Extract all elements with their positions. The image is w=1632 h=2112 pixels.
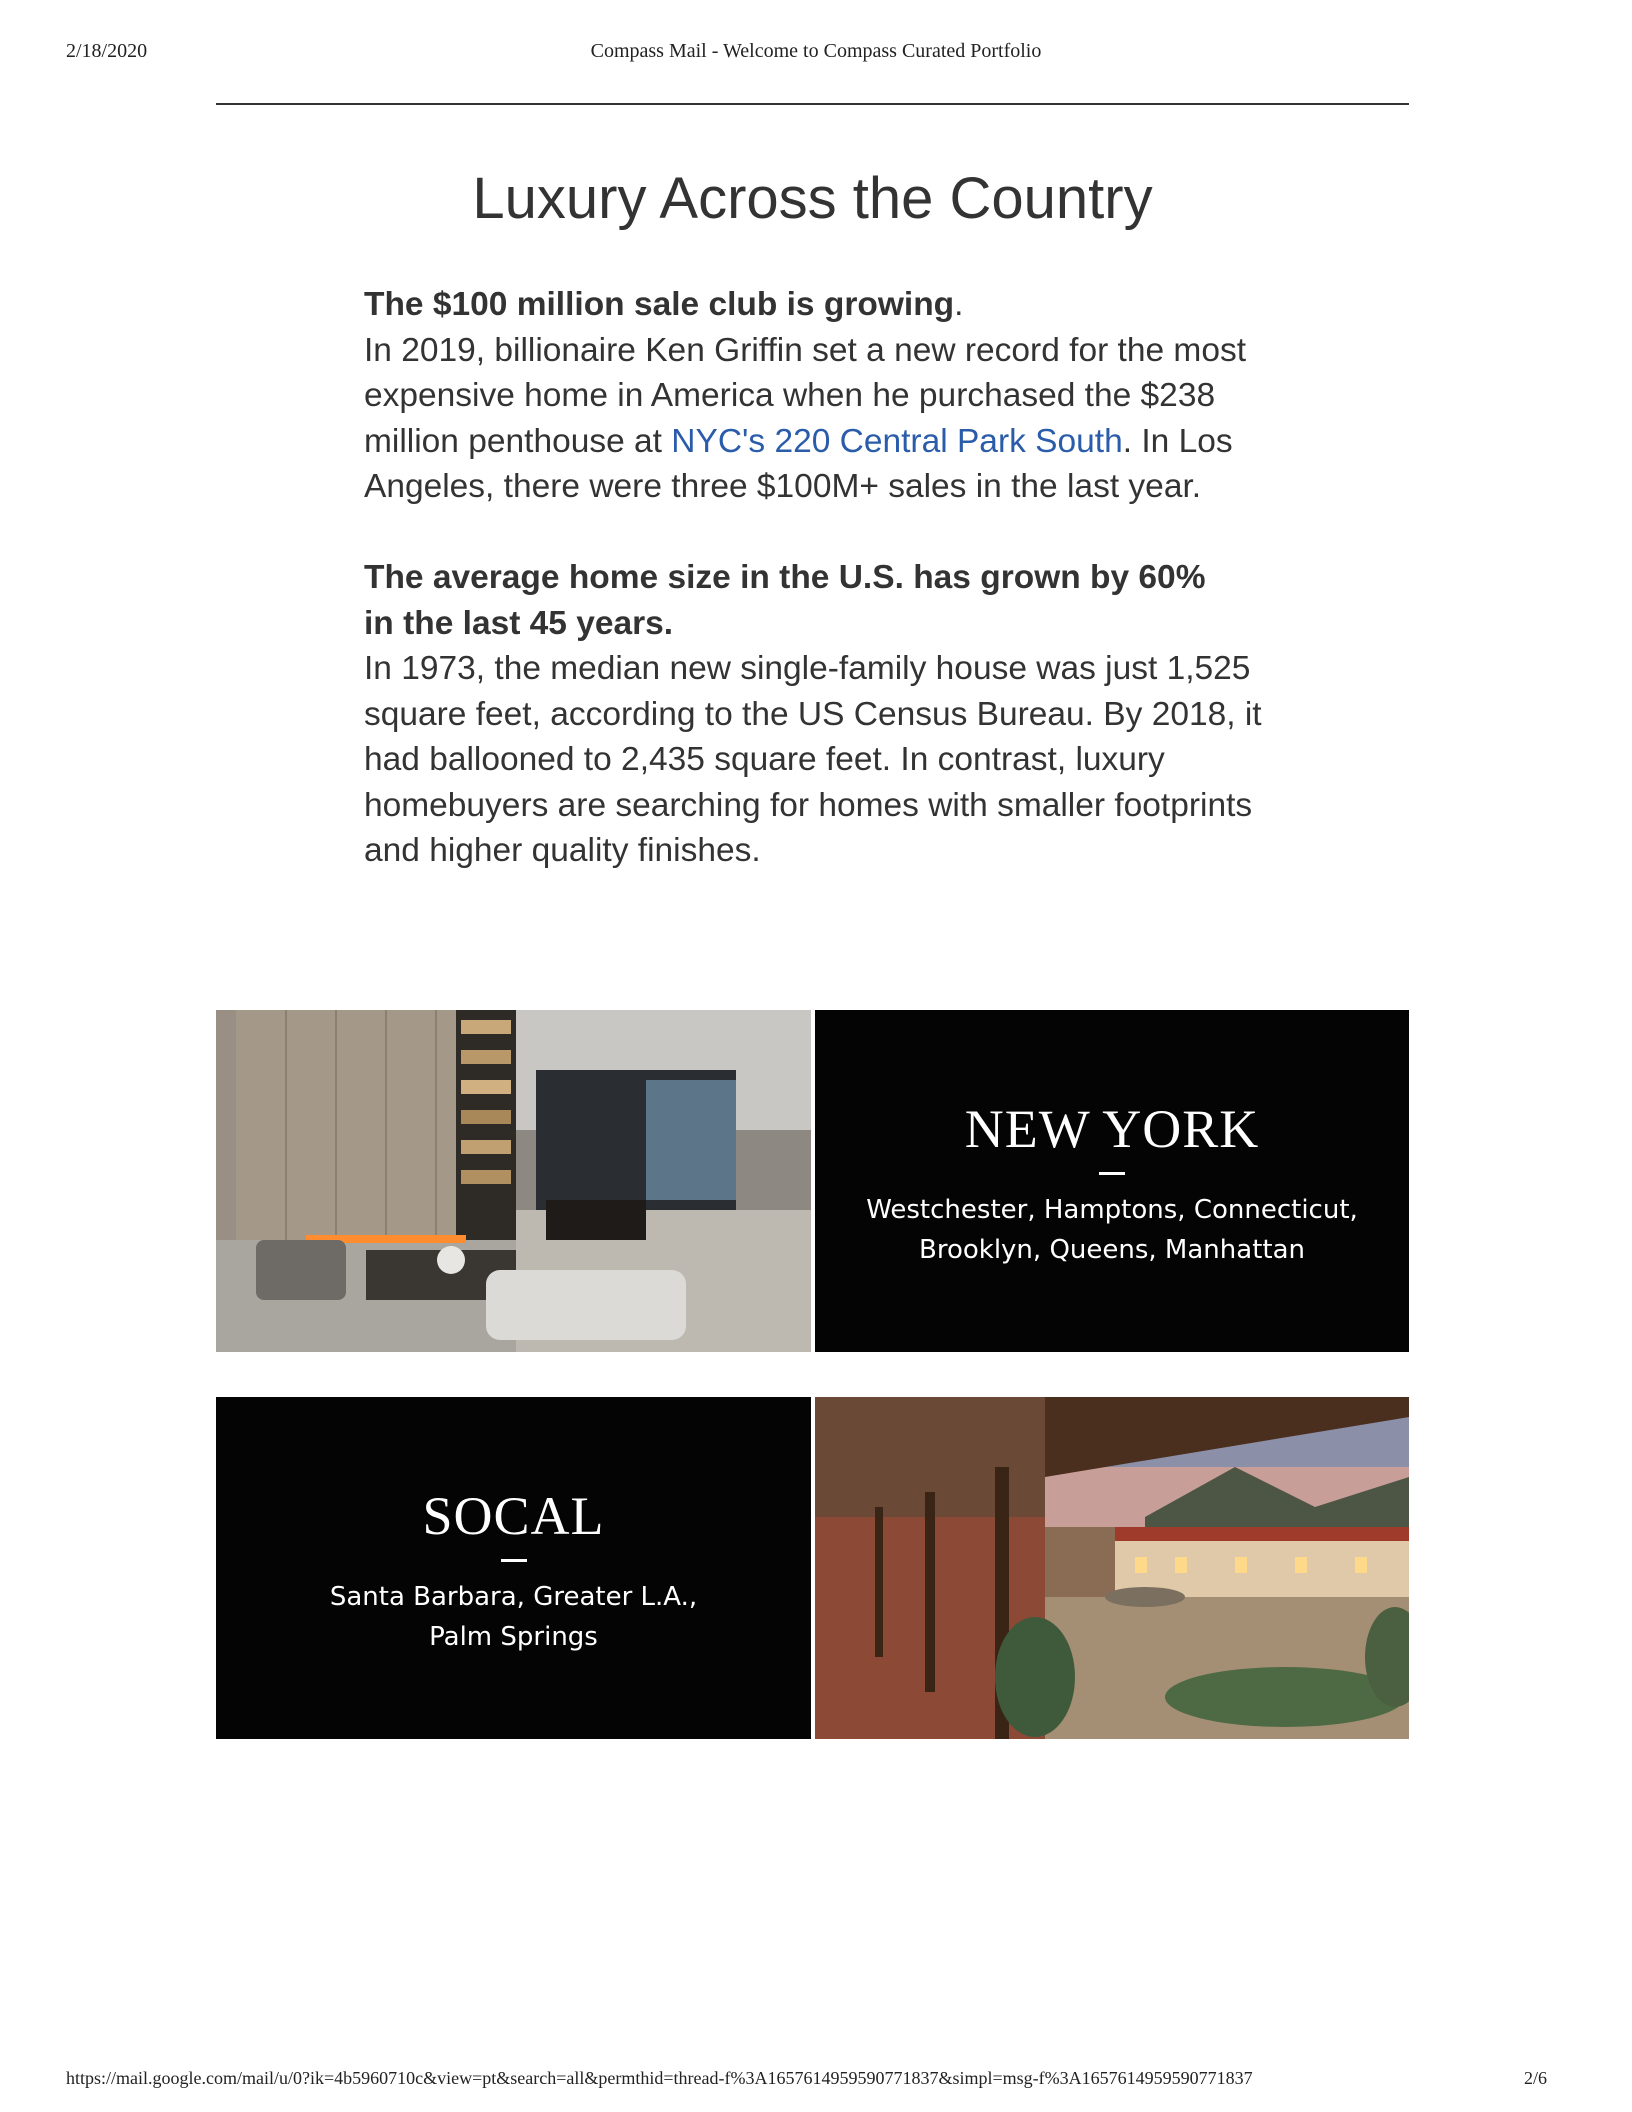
print-url: https://mail.google.com/mail/u/0?ik=4b5960710c&view=pt&search=all&permthid=thread-f%3A1657614959590771837&simpl=msg-f%3A1657614959590771837 — [66, 2068, 1253, 2088]
section1-heading-punct: . — [954, 286, 964, 323]
header-divider — [216, 103, 1409, 105]
socal-areas-line1: Santa Barbara, Greater L.A., — [329, 1582, 698, 1612]
socal-areas — [216, 1577, 811, 1657]
new-york-region-card[interactable] — [815, 1010, 1409, 1352]
title-dash — [1099, 1172, 1125, 1175]
section2-text: In 1973, the median new single-family house was just 1,525 square feet, according to the US Census Bureau. By 2018, it had ballooned to 2,435 square feet. In contrast, luxury homebuyers are searching for homes with smaller footprints and higher quality finishes. — [364, 650, 1262, 869]
section1-text-a: In 2019, billionaire Ken Griffin set a new record for the most expensive home in America when he purchased the $238 million penthouse at — [364, 331, 1247, 460]
central-park-south-link[interactable]: NYC's 220 Central Park South — [671, 422, 1123, 460]
section1-paragraph — [364, 282, 1264, 510]
section2-heading-line1: The average home size in the U.S. has grown by 60% — [364, 559, 1206, 596]
section1-text-b: . In Los Angeles, there were three $100M+ sales in the last year. — [364, 422, 1233, 505]
section2-paragraph — [364, 555, 1264, 874]
print-header — [0, 40, 1632, 70]
section1-heading: The $100 million sale club is growing — [364, 286, 955, 323]
print-title: Compass Mail - Welcome to Compass Curated Portfolio — [590, 40, 1042, 62]
courtyard-image — [815, 1397, 1409, 1739]
new-york-title: NEW YORK — [964, 1099, 1260, 1159]
new-york-areas-line2: Brooklyn, Queens, Manhattan — [919, 1235, 1305, 1265]
email-body — [364, 282, 1264, 874]
email-headline: Luxury Across the Country — [472, 166, 1153, 231]
new-york-interior-photo[interactable] — [216, 1010, 811, 1352]
print-date: 2/18/2020 — [66, 40, 148, 62]
socal-title: SOCAL — [422, 1486, 605, 1546]
section2-heading-line2: in the last 45 years. — [364, 604, 674, 642]
page-number: 2/6 — [1524, 2068, 1548, 2088]
socal-areas-line2: Palm Springs — [429, 1622, 598, 1652]
new-york-areas-line1: Westchester, Hamptons, Connecticut, — [866, 1195, 1358, 1225]
socal-region-card[interactable] — [216, 1397, 811, 1739]
new-york-areas — [815, 1190, 1409, 1270]
socal-courtyard-photo[interactable] — [815, 1397, 1409, 1739]
living-room-image — [216, 1010, 811, 1352]
title-dash — [501, 1559, 527, 1562]
